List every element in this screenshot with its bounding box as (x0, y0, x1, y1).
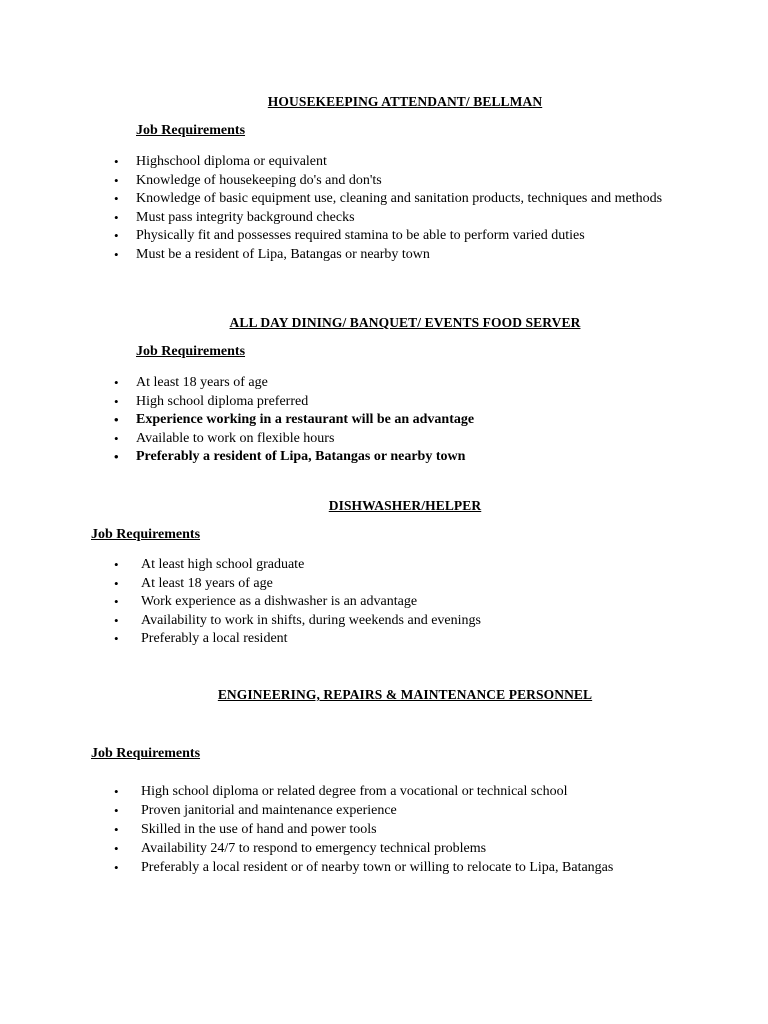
list-item-text: Availability 24/7 to respond to emergency technical problems (141, 841, 487, 856)
list-item-text: Must be a resident of Lipa, Batangas or nearby town (136, 246, 430, 262)
list-item-text: Availability to work in shifts, during weekends and evenings (141, 612, 481, 628)
bullet-icon: • (114, 803, 119, 818)
requirements-list (114, 782, 701, 877)
bullet-icon: • (114, 412, 119, 428)
list-item (114, 153, 678, 172)
requirements-list (114, 556, 681, 649)
bullet-icon: • (114, 860, 119, 875)
list-item-text: Highschool diploma or equivalent (136, 154, 327, 169)
bullet-icon: • (114, 449, 119, 465)
bullet-icon: • (114, 154, 119, 169)
list-item (114, 782, 701, 801)
list-item-text: Must pass integrity background checks (136, 209, 355, 225)
list-item (114, 593, 681, 612)
list-item (114, 448, 678, 467)
list-item-text: Preferably a local resident or of nearby town or willing to relocate to Lipa, Batangas (141, 860, 614, 875)
bullet-icon: • (114, 594, 119, 610)
list-item-text: Skilled in the use of hand and power tools (141, 822, 377, 837)
bullet-icon: • (114, 784, 119, 799)
list-item (114, 411, 678, 430)
bullet-icon: • (114, 430, 119, 446)
bullet-icon: • (114, 172, 119, 188)
section-title-engineering: ENGINEERING, REPAIRS & MAINTENANCE PERSONNEL (217, 687, 593, 702)
list-item (114, 630, 681, 649)
section-title-housekeeping: HOUSEKEEPING ATTENDANT/ BELLMAN (267, 94, 543, 109)
list-item-text: Knowledge of basic equipment use, cleaning and sanitation products, techniques and methods (136, 191, 663, 207)
list-item (114, 612, 681, 631)
list-item (114, 227, 678, 246)
section-title-food-server: ALL DAY DINING/ BANQUET/ EVENTS FOOD SERVER (229, 315, 581, 330)
bullet-icon: • (114, 612, 119, 628)
bullet-icon: • (114, 575, 119, 591)
list-item-text: At least 18 years of age (136, 375, 268, 390)
list-item-text: At least 18 years of age (141, 575, 273, 591)
list-item-text: Work experience as a dishwasher is an advantage (141, 594, 418, 610)
list-item (114, 858, 701, 877)
list-item (114, 246, 678, 265)
list-item (114, 374, 678, 393)
list-item-text: Preferably a local resident (141, 631, 288, 647)
requirements-list (114, 153, 678, 265)
requirements-list (114, 374, 678, 467)
list-item-text: Proven janitorial and maintenance experience (141, 803, 397, 818)
bullet-icon: • (114, 375, 119, 390)
section-title-dishwasher: DISHWASHER/HELPER (328, 498, 482, 513)
bullet-icon: • (114, 822, 119, 837)
bullet-icon: • (114, 631, 119, 647)
list-item (114, 172, 678, 191)
bullet-icon: • (114, 557, 119, 572)
bullet-icon: • (114, 191, 119, 207)
list-item (114, 190, 678, 209)
list-item (114, 839, 701, 858)
list-item (114, 556, 681, 575)
bullet-icon: • (114, 841, 119, 856)
list-item (114, 393, 678, 412)
list-item-text: Knowledge of housekeeping do's and don'ts (136, 172, 382, 188)
list-item (114, 209, 678, 228)
bullet-icon: • (114, 209, 119, 225)
list-item (114, 430, 678, 449)
job-requirements-heading: Job Requirements (91, 746, 201, 761)
list-item-text: Preferably a resident of Lipa, Batangas or nearby town (136, 449, 466, 465)
bullet-icon: • (114, 246, 119, 262)
list-item (114, 801, 701, 820)
bullet-icon: • (114, 228, 119, 244)
list-item-text: Experience working in a restaurant will be an advantage (136, 412, 475, 428)
list-item-text: High school diploma or related degree from a vocational or technical school (141, 784, 568, 799)
job-requirements-heading: Job Requirements (136, 344, 246, 359)
list-item (114, 820, 701, 839)
list-item-text: High school diploma preferred (136, 393, 309, 409)
list-item-text: Available to work on flexible hours (136, 430, 335, 446)
list-item (114, 575, 681, 594)
bullet-icon: • (114, 393, 119, 409)
list-item-text: At least high school graduate (141, 557, 305, 572)
list-item-text: Physically fit and possesses required stamina to be able to perform varied duties (136, 228, 585, 244)
job-requirements-heading: Job Requirements (136, 123, 246, 138)
job-requirements-heading: Job Requirements (91, 527, 201, 542)
